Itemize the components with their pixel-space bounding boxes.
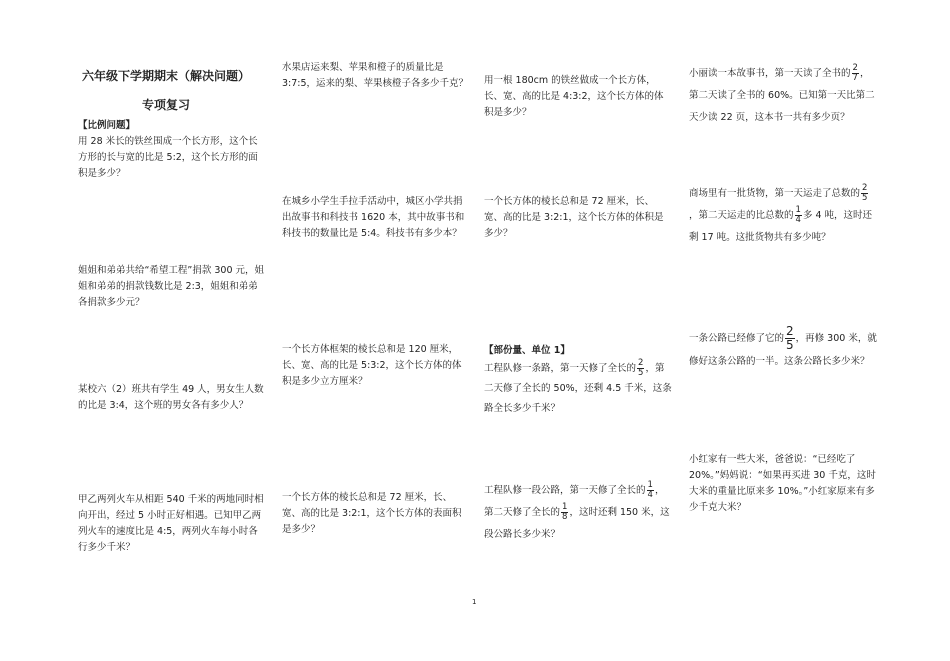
question-block — [282, 490, 470, 538]
question-block — [282, 342, 470, 390]
question-text: 用一根 180cm 的铁丝做成一个长方体，长、宽、高的比是 4:3:2，这个长方体的体积是多少？ — [484, 75, 664, 118]
question-block: 一条公路已经修了它的 $\frac{2}{5}$ ，再修 300 米，就修好这条公路的一半。这条公路长多少米？ — [689, 324, 877, 367]
question-block — [484, 194, 672, 242]
question-block — [282, 194, 470, 242]
question-block: 小丽读一本故事书，第一天读了全书的 $\frac{2}{7}$ ，第二天读了全书的 60%。已知第一天比第二天少读 22 页，这本书一共有多少页？ — [689, 63, 875, 123]
question-text: 用 28 米长的铁丝围成一个长方形，这个长方形的长与宽的比是 5:2，这个长方形的面积是多少？ — [78, 136, 258, 179]
fraction: $\frac{2}{7}$ — [852, 63, 858, 83]
question-block — [78, 382, 266, 414]
fraction: $\frac{2}{5}$ — [638, 358, 644, 378]
question-text: 水果店运来梨、苹果和橙子的质量比是 3:7:5，运来的梨、苹果核橙子各多少千克？ — [282, 62, 469, 89]
question-text: 小红家有一些大米，爸爸说：“已经吃了 20%。”妈妈说：“如果再买进 30 千克，这时大米的重量比原来多 10%。”小红家原来有多少千克大米？ — [689, 454, 876, 513]
fraction: $\frac{1}{4}$ — [795, 205, 801, 225]
question-block — [78, 263, 266, 311]
question-block — [484, 73, 672, 121]
fraction: $\frac{1}{4}$ — [647, 480, 653, 500]
section-heading: 【比例问题】 — [78, 120, 136, 131]
question-block: 商场里有一批货物，第一天运走了总数的 $\frac{2}{5}$ ，第二天运走的比总数的 $\frac{1}{4}$ 多 4 吨，这时还剩 17 吨。这批货物共有多少吨？ — [689, 183, 873, 243]
fraction: $\frac{2}{5}$ — [862, 183, 868, 203]
question-text: 工程队修一条路，第一天修了全长的 $\frac{2}{5}$ ，第二天修了全长的 50%，还剩 4.5 千米，这条路全长多少千米？ — [484, 358, 672, 414]
fraction: $\frac{2}{5}$ — [786, 324, 794, 352]
question-block: 工程队修一段公路，第一天修了全长的 $\frac{1}{4}$ ，第二天修了全长的 $\frac{1}{8}$ ，这时还剩 150 米，这段公路长多少米？ — [484, 480, 670, 540]
question-text: 在城乡小学生手拉手活动中，城区小学共捐出故事书和科技书 1620 本，其中故事书和科技书的数量比是 5:4。科技书有多少本？ — [282, 196, 465, 239]
section-unit — [484, 343, 672, 419]
page-number: 1 — [472, 598, 477, 606]
question-text: 一个长方体的棱长总和是 72 厘米，长、宽、高的比是 3:2:1，这个长方体的表面积是多少？ — [282, 492, 462, 535]
fraction: $\frac{1}{8}$ — [562, 502, 568, 522]
question-text: 某校六（2）班共有学生 49 人，男女生人数的比是 3:4，这个班的男女各有多少人？ — [78, 384, 264, 411]
question-text: 甲乙两列火车从相距 540 千米的两地同时相向开出，经过 5 小时正好相遇。已知甲乙两列火车的速度比是 4:5，两列火车每小时各行多少千米？ — [78, 494, 264, 553]
section-ratio — [78, 118, 266, 182]
question-block — [78, 492, 266, 556]
section-heading: 【部份量、单位 1】 — [484, 345, 570, 356]
question-block — [282, 60, 470, 92]
question-text: 一个长方体框架的棱长总和是 120 厘米，长、宽、高的比是 5:3:2，这个长方体的体积是多少立方厘米？ — [282, 344, 462, 387]
page-title: 六年级下学期期末（解决问题） — [82, 69, 251, 83]
question-text: 姐姐和弟弟共给“希望工程”捐款 300 元，姐姐和弟弟的捐款钱数比是 2:3，姐姐和弟弟各捐款多少元？ — [78, 265, 265, 308]
page-subtitle: 专项复习 — [142, 98, 191, 112]
question-text: 一个长方体的棱长总和是 72 厘米，长、宽、高的比是 3:2:1，这个长方体的体积是多少？ — [484, 196, 664, 239]
question-block — [689, 452, 877, 516]
